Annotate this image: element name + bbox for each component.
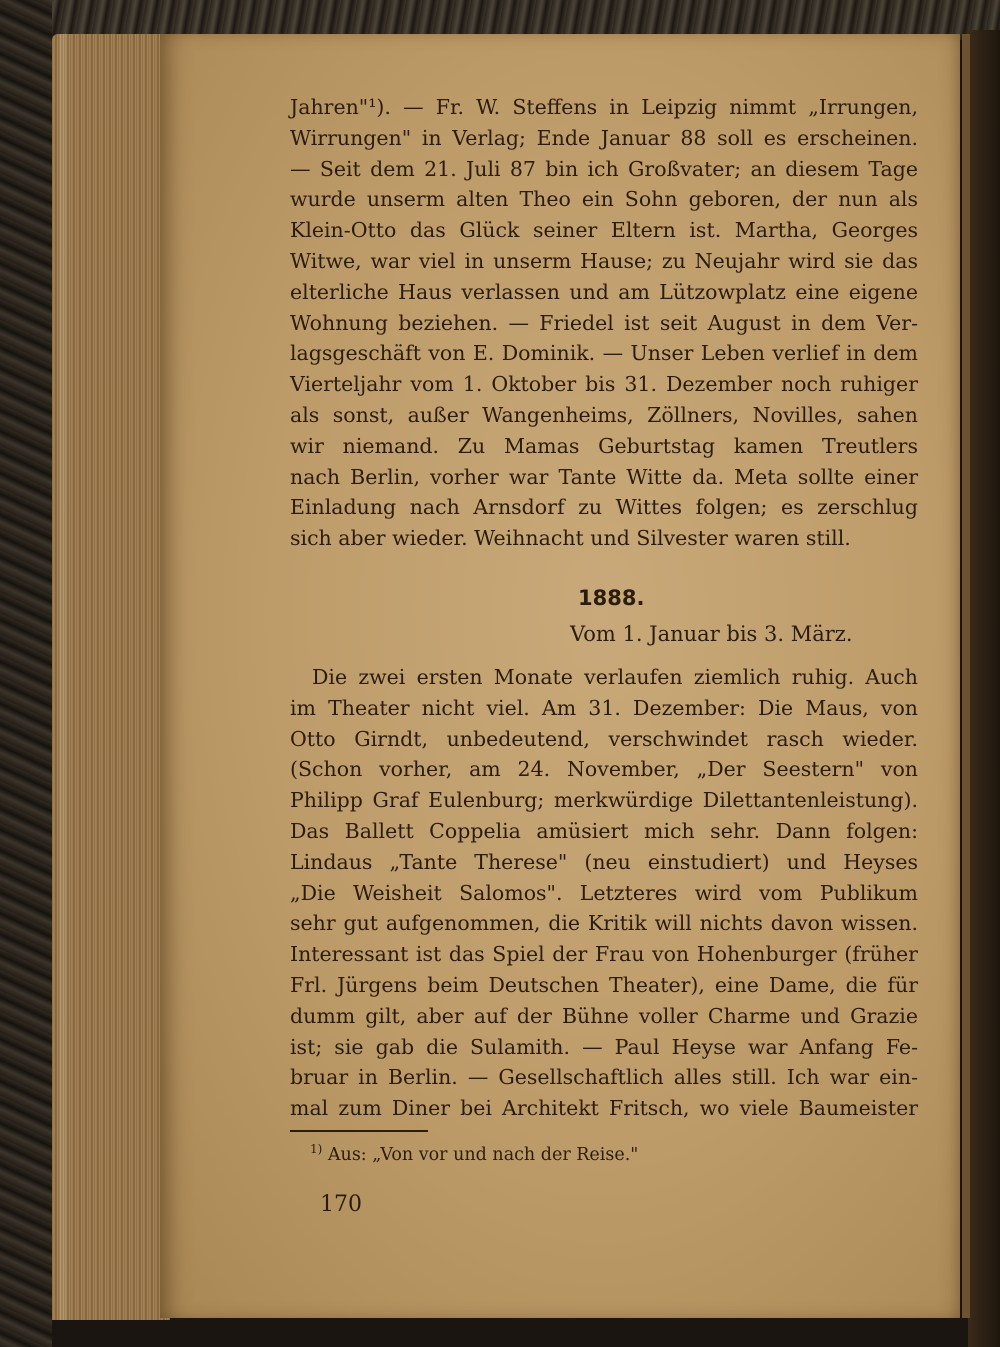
text-line: Vierteljahr vom 1. Oktober bis 31. Dezember noch ruhiger <box>290 372 918 397</box>
text-line: dumm gilt, aber auf der Bühne voller Charme und Grazie <box>290 1003 918 1028</box>
text-line: sehr gut aufgenommen, die Kritik will nichts davon wissen. <box>290 911 918 936</box>
date-range-heading: Vom 1. Januar bis 3. März. <box>570 622 853 646</box>
footnote-divider <box>290 1130 428 1132</box>
text-line: Einladung nach Arnsdorf zu Wittes folgen; es zerschlug <box>290 495 918 520</box>
text-line: ist; sie gab die Sulamith. — Paul Heyse war Anfang Fe- <box>290 1034 918 1059</box>
footnote-mark: 1) <box>310 1142 323 1156</box>
text-line: elterliche Haus verlassen und am Lützowplatz eine eigene <box>290 279 918 304</box>
text-line: Wirrungen" in Verlag; Ende Januar 88 soll es erscheinen. <box>290 125 918 150</box>
text-line: lagsgeschäft von E. Dominik. — Unser Leben verlief in dem <box>290 341 918 366</box>
text-line: Philipp Graf Eulenburg; merkwürdige Dilettantenleistung). <box>290 788 918 813</box>
book-cover-right <box>968 30 1000 1347</box>
text-line: Lindaus „Tante Therese" (neu einstudiert) und Heyses <box>290 849 918 874</box>
text-line: (Schon vorher, am 24. November, „Der Seestern" von <box>290 757 918 782</box>
page-number: 170 <box>320 1192 362 1217</box>
text-line: Wohnung beziehen. — Friedel ist seit August in dem Ver- <box>290 310 918 335</box>
text-line: Jahren"¹). — Fr. W. Steffens in Leipzig nimmt „Irrungen, <box>290 95 918 119</box>
text-line: Witwe, war viel in unserm Hause; zu Neujahr wird sie das <box>290 248 918 273</box>
text-line: Das Ballett Coppelia amüsiert mich sehr. Dann folgen: <box>290 818 918 843</box>
text-line: Interessant ist das Spiel der Frau von Hohenburger (früher <box>290 942 918 967</box>
footnote-text: Aus: „Von vor und nach der Reise." <box>327 1144 639 1165</box>
paragraph-block-1 <box>290 92 918 554</box>
book-page <box>160 34 960 1318</box>
text-line: im Theater nicht viel. Am 31. Dezember: Die Maus, von <box>290 695 918 720</box>
text-line: bruar in Berlin. — Gesellschaftlich alles still. Ich war ein- <box>290 1065 918 1090</box>
page-edges <box>52 34 170 1320</box>
text-line: sich aber wieder. Weihnacht und Silvester waren still. <box>290 526 851 551</box>
text-line: wir niemand. Zu Mamas Geburtstag kamen Treutlers <box>290 433 918 458</box>
text-line: nach Berlin, vorher war Tante Witte da. Meta sollte einer <box>290 464 918 489</box>
text-line: „Die Weisheit Salomos". Letzteres wird vom Publikum <box>290 880 918 905</box>
text-line: als sonst, außer Wangenheims, Zöllners, Novilles, sahen <box>290 402 918 427</box>
text-line: Die zwei ersten Monate verlaufen ziemlich ruhig. Auch <box>312 665 918 689</box>
year-heading: 1888. <box>578 586 645 610</box>
text-line: Otto Girndt, unbedeutend, verschwindet rasch wieder. <box>290 726 918 751</box>
text-line: mal zum Diner bei Architekt Fritsch, wo viele Baumeister <box>290 1096 918 1121</box>
text-line: — Seit dem 21. Juli 87 bin ich Großvater; an diesem Tage <box>290 156 918 181</box>
right-page-leaf <box>962 34 970 1318</box>
paragraph-block-2 <box>290 662 918 1124</box>
book-cover-left <box>0 0 52 1347</box>
footnote <box>310 1142 638 1165</box>
text-line: Klein-Otto das Glück seiner Eltern ist. Martha, Georges <box>290 218 918 243</box>
text-line: Frl. Jürgens beim Deutschen Theater), eine Dame, die für <box>290 972 918 997</box>
text-line: wurde unserm alten Theo ein Sohn geboren, der nun als <box>290 187 918 212</box>
